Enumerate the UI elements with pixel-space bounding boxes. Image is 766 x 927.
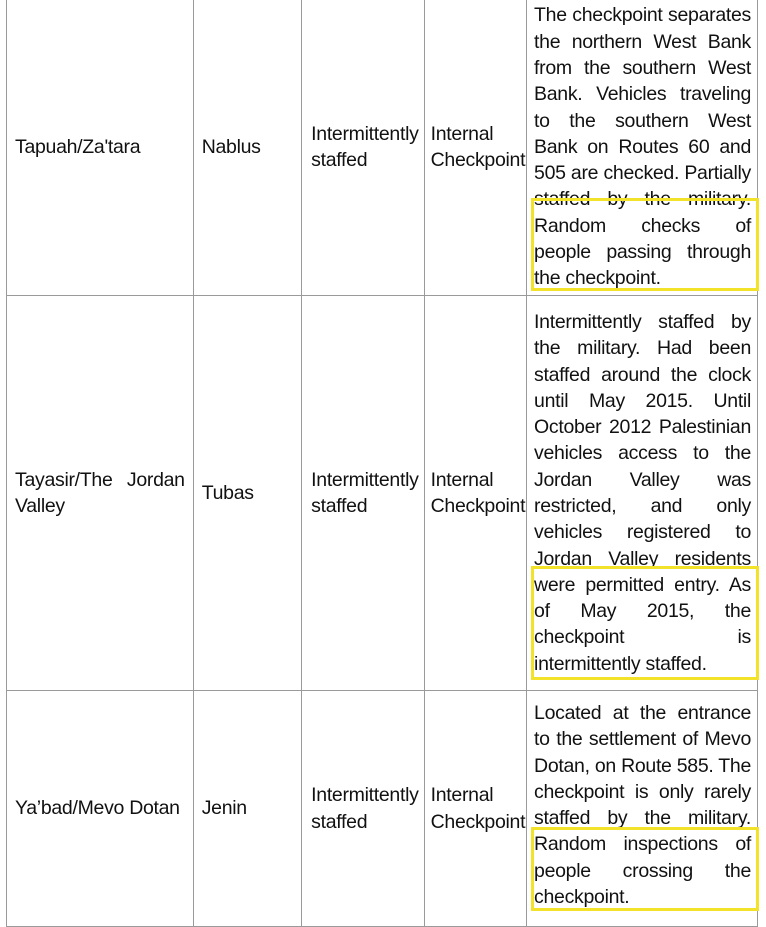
description-text: Intermittently staffed by the military. Had been staffed around the clock until May 2015. Until October 2012 Palestinian vehicles access to the Jordan Valley was restricted, and only vehicles registered to Jordan Valley residents bbox=[534, 310, 751, 570]
checkpoint-type: Internal Checkpoint bbox=[424, 0, 526, 296]
description bbox=[527, 296, 758, 691]
checkpoint-name: Tayasir/The Jordan Valley bbox=[7, 296, 194, 691]
description-highlighted-text: Random inspections of people crossing the checkpoint. bbox=[534, 833, 751, 909]
description-text: The checkpoint separates the northern West Bank from the southern West Bank. Vehicles traveling to the southern West Bank on Routes 60 and 505 are checked. Partially staffed bbox=[534, 4, 751, 211]
table-row bbox=[7, 0, 758, 296]
description bbox=[527, 0, 758, 296]
description-highlighted-text: by the military. Random checks of people passing through the checkpoint. bbox=[534, 188, 751, 290]
checkpoints-table bbox=[6, 0, 758, 927]
checkpoint-type: Internal Checkpoint bbox=[424, 296, 526, 691]
district: Tubas bbox=[193, 296, 301, 691]
description-highlighted-text: were permitted entry. As of May 2015, the checkpoint is intermittently staffed. bbox=[534, 573, 751, 675]
district: Nablus bbox=[193, 0, 301, 296]
staffing-status: Intermittently staffed bbox=[302, 296, 424, 691]
staffing-status: Intermittently staffed bbox=[302, 0, 424, 296]
table-row bbox=[7, 691, 758, 927]
table-row bbox=[7, 296, 758, 691]
checkpoint-name: Tapuah/Za'tara bbox=[7, 0, 194, 296]
district: Jenin bbox=[193, 691, 301, 927]
checkpoint-name: Ya’bad/Mevo Dotan bbox=[7, 691, 194, 927]
checkpoint-type: Internal Checkpoint bbox=[424, 691, 526, 927]
staffing-status: Intermittently staffed bbox=[302, 691, 424, 927]
description bbox=[527, 691, 758, 927]
description-text: Located at the entrance to the settlement of Mevo Dotan, on Route 585. The checkpoint is only rarely staffed by the military. bbox=[534, 702, 751, 830]
